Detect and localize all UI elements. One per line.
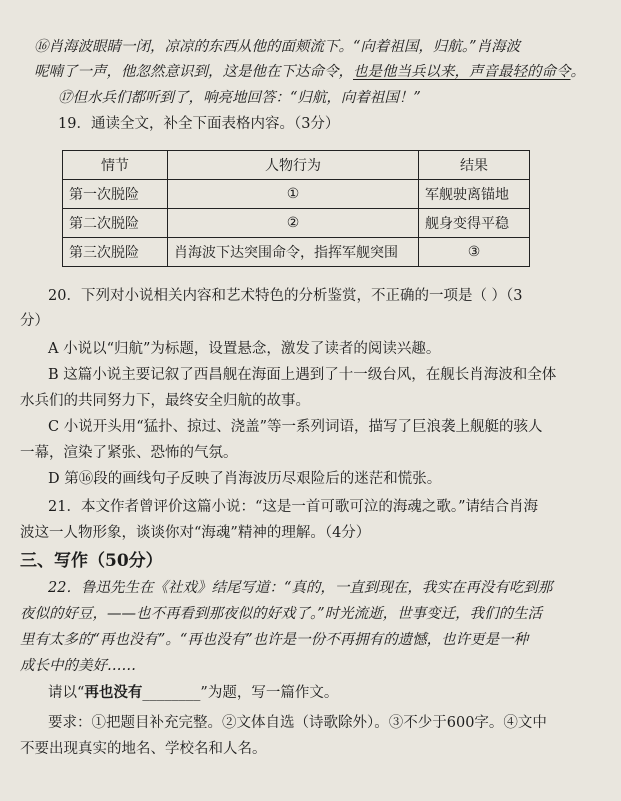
p16-line2-end: 。 — [570, 64, 585, 80]
q21-line2: 波这一人物形象，谈谈你对“海魂”精神的理解。（4分） — [20, 525, 371, 541]
table-row — [63, 180, 530, 209]
q22-line1: 22．鲁迅先生在《社戏》结尾写道：“真的，一直到现在，我实在再没有吃到那 — [48, 580, 553, 596]
passage-p16-line1: ⑯肖海波眼睛一闭，凉凉的东西从他的面颊流下。“向着祖国，归航。”肖海波 — [34, 39, 521, 55]
title-blank: ________ — [142, 685, 201, 701]
q22-line4: 成长中的美好…… — [20, 658, 136, 674]
title-bold: 再也没有 — [84, 684, 143, 701]
row1-action: ① — [168, 180, 419, 209]
q20-line2: 分） — [20, 313, 49, 329]
header-result: 结果 — [419, 151, 530, 180]
q22-requirements-line2: 不要出现真实的地名、学校名和人名。 — [20, 741, 267, 757]
p16-underlined-sentence: 也是他当兵以来，声音最轻的命令 — [353, 64, 571, 80]
q22-title-instruction — [48, 683, 338, 703]
q22-line3: 里有太多的“再也没有”。“再也没有”也许是一份不再拥有的遗憾，也许更是一种 — [20, 632, 529, 648]
q19-prompt: 19．通读全文，补全下面表格内容。（3分） — [58, 116, 340, 132]
row3-plot: 第三次脱险 — [63, 238, 168, 267]
row3-result: ③ — [419, 238, 530, 267]
q20-option-d: D 第⑯段的画线句子反映了肖海波历尽艰险后的迷茫和慌张。 — [48, 471, 442, 487]
q20-option-c-line1: C 小说开头用“猛扑、掠过、浇盖”等一系列词语，描写了巨浪袭上舰艇的骇人 — [48, 419, 543, 435]
title-text-c: ”为题，写一篇作文。 — [200, 685, 339, 701]
title-text-a: 请以“ — [48, 685, 85, 701]
table-header-row — [63, 151, 530, 180]
section3-title: 三、写作（50分） — [20, 551, 163, 571]
q20-line1: 20．下列对小说相关内容和艺术特色的分析鉴赏，不正确的一项是（ ）（3 — [48, 288, 523, 304]
q20-option-c-line2: 一幕，渲染了紧张、恐怖的气氛。 — [20, 445, 238, 461]
passage-p17: ⑰但水兵们都听到了，响亮地回答：“归航，向着祖国！” — [58, 90, 421, 106]
row1-result: 军舰驶离锚地 — [419, 180, 530, 209]
header-action: 人物行为 — [168, 151, 419, 180]
q22-line2: 夜似的好豆，——也不再看到那夜似的好戏了。”时光流逝，世事变迁，我们的生活 — [20, 606, 543, 622]
table-row — [63, 238, 530, 267]
row3-action: 肖海波下达突围命令，指挥军舰突围 — [168, 238, 419, 267]
q22-requirements-line1: 要求：①把题目补充完整。②文体自选（诗歌除外）。③不少于600字。④文中 — [48, 715, 547, 731]
q21-line1: 21．本文作者曾评价这篇小说：“这是一首可歌可泣的海魂之歌。”请结合肖海 — [48, 499, 539, 515]
p16-line2-text: 呢喃了一声，他忽然意识到，这是他在下达命令， — [34, 64, 353, 80]
q20-option-a: A 小说以“归航”为标题，设置悬念，激发了读者的阅读兴趣。 — [48, 341, 441, 357]
row1-plot: 第一次脱险 — [63, 180, 168, 209]
q20-option-b-line2: 水兵们的共同努力下，最终安全归航的故事。 — [20, 393, 310, 409]
passage-p16-line2 — [34, 62, 585, 82]
table-row — [63, 209, 530, 238]
header-plot: 情节 — [63, 151, 168, 180]
row2-result: 舰身变得平稳 — [419, 209, 530, 238]
row2-action: ② — [168, 209, 419, 238]
q20-option-b-line1: B 这篇小说主要记叙了西昌舰在海面上遇到了十一级台风，在舰长肖海波和全体 — [48, 367, 557, 383]
plot-table — [62, 150, 530, 267]
row2-plot: 第二次脱险 — [63, 209, 168, 238]
